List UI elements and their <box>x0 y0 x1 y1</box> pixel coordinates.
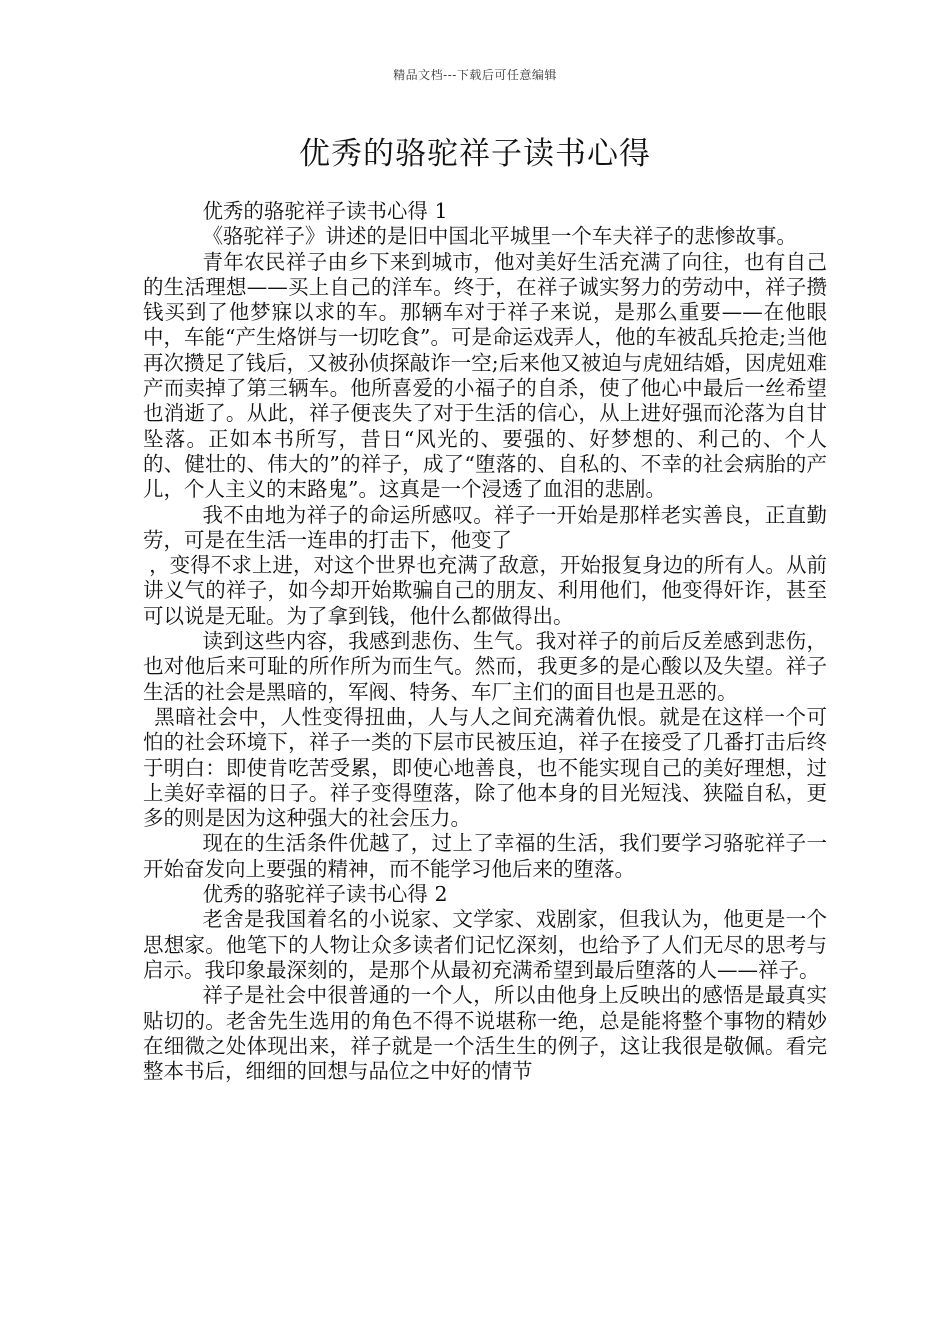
body-paragraph: 祥子是社会中很普通的一个人，所以由他身上反映出的感悟是最真实贴切的。老舍先生选用的角色不得不说堪称一绝，总是能将整个事物的精妙在细微之处体现出来，祥子就是一个活生生的例子，这让我很是敬佩。看完整本书后，细细的回想与品位之中好的情节 <box>143 983 827 1084</box>
body-paragraph: ，变得不求上进，对这个世界也充满了敌意，开始报复身边的所有人。从前讲义气的祥子，如今却开始欺骗自己的朋友、利用他们，他变得奸诈，甚至可以说是无耻。为了拿到钱，他什么都做得出。 <box>143 553 827 628</box>
section-heading-2: 优秀的骆驼祥子读书心得 2 <box>202 882 448 907</box>
body-paragraph: 《骆驼祥子》讲述的是旧中国北平城里一个车夫祥子的悲惨故事。 <box>202 224 797 249</box>
body-paragraph: 老舍是我国着名的小说家、文学家、戏剧家，但我认为，他更是一个思想家。他笔下的人物让众多读者们记忆深刻，也给予了人们无尽的思考与启示。我印象最深刻的，是那个从最初充满希望到最后堕落的人——祥子。 <box>143 907 827 982</box>
page-header: 精品文档---下载后可任意编辑 <box>393 68 557 82</box>
body-paragraph: 青年农民祥子由乡下来到城市，他对美好生活充满了向往，也有自己的生活理想——买上自己的洋车。终于，在祥子诚实努力的劳动中，祥子攒钱买到了他梦寐以求的车。那辆车对于祥子来说，是那么重要——在他眼中，车能“产生烙饼与一切吃食”。可是命运戏弄人，他的车被乱兵抢走;当他再次攒足了钱后，又被孙侦探敲诈一空;后来他又被迫与虎妞结婚，因虎妞难产而卖掉了第三辆车。他所喜爱的小福子的自杀，使了他心中最后一丝希望也消逝了。从此，祥子便丧失了对于生活的信心，从上进好强而沦落为自甘坠落。正如本书所写，昔日“风光的、要强的、好梦想的、利己的、个人的、健壮的、伟大的”的祥子，成了“堕落的、自私的、不幸的社会病胎的产儿，个人主义的末路鬼”。这真是一个浸透了血泪的悲剧。 <box>143 249 827 502</box>
body-paragraph: 现在的生活条件优越了，过上了幸福的生活，我们要学习骆驼祥子一开始奋发向上要强的精神，而不能学习他后来的堕落。 <box>143 831 827 881</box>
body-paragraph: 读到这些内容，我感到悲伤、生气。我对祥子的前后反差感到悲伤，也对他后来可耻的所作所为而生气。然而，我更多的是心酸以及失望。祥子生活的社会是黑暗的，军阀、特务、车厂主们的面目也是丑恶的。 <box>143 629 827 704</box>
document-title: 优秀的骆驼祥子读书心得 <box>299 136 651 172</box>
body-paragraph: 我不由地为祥子的命运所感叹。祥子一开始是那样老实善良，正直勤劳，可是在生活一连串的打击下，他变了 <box>143 502 827 552</box>
body-paragraph: 黑暗社会中，人性变得扭曲，人与人之间充满着仇恨。就是在这样一个可怕的社会环境下，祥子一类的下层市民被压迫，祥子在接受了几番打击后终于明白：即使肯吃苦受累，即使心地善良，也不能实现自己的美好理想，过上美好幸福的日子。祥子变得堕落，除了他本身的目光短浅、狭隘自私，更多的则是因为这种强大的社会压力。 <box>143 704 827 831</box>
section-heading-1: 优秀的骆驼祥子读书心得 1 <box>202 199 448 223</box>
document-body <box>143 199 827 1084</box>
